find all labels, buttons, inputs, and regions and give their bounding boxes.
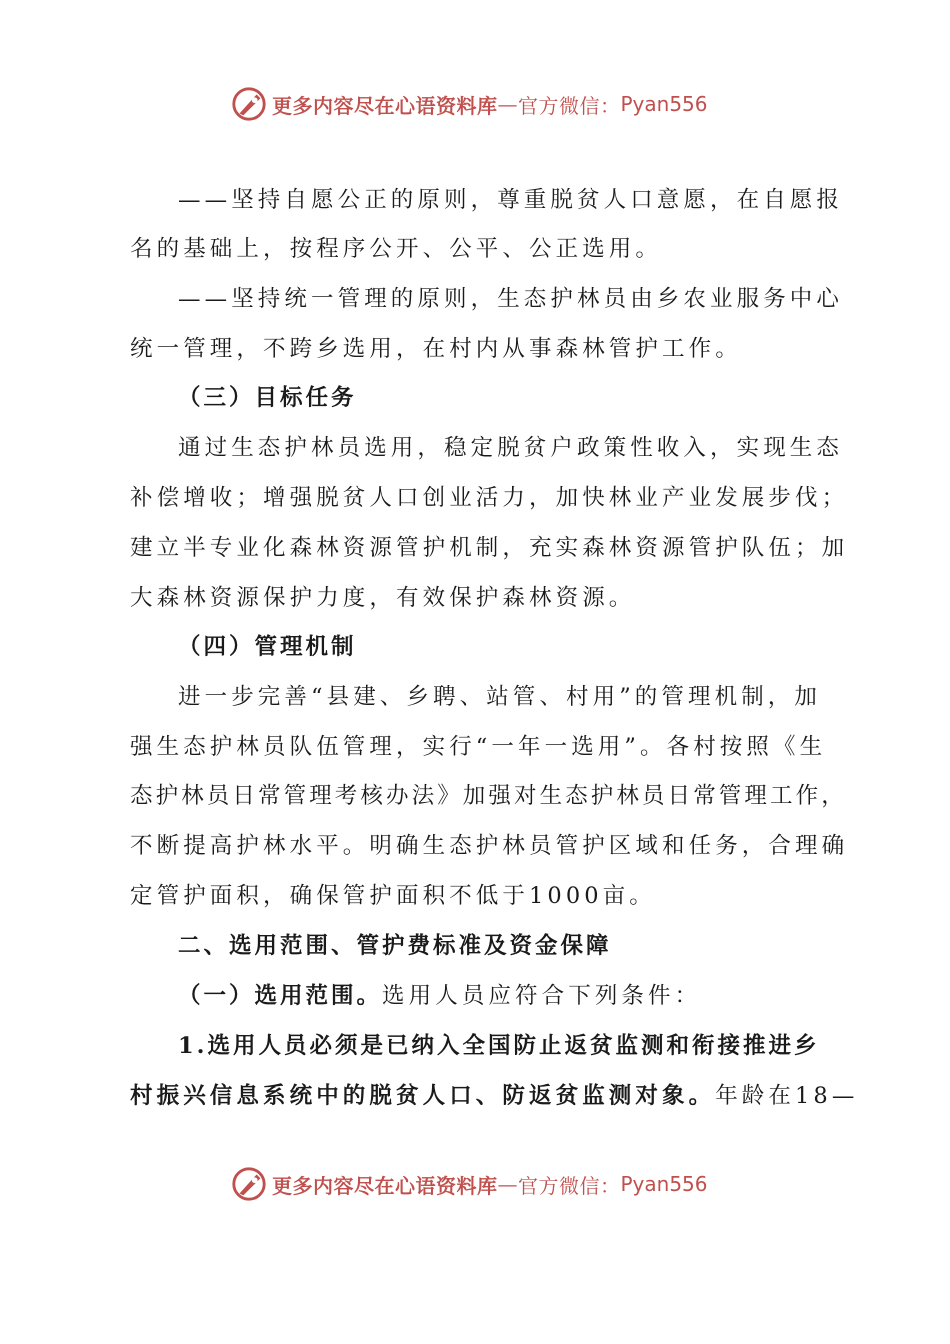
scope-subsection [178, 981, 701, 1011]
watermark-dash: — [497, 92, 518, 116]
watermark-wechat: Pyan556 [620, 1172, 708, 1196]
watermark-site-text: 更多内容尽在心语资料库 [272, 93, 498, 118]
management-paragraph-line-2: 强生态护林员队伍管理，实行“一年一选用”。各村按照《生 [130, 734, 827, 760]
watermark-banner-bottom [230, 1164, 708, 1204]
section-heading-management: （四）管理机制 [178, 634, 357, 660]
management-paragraph-line-1: 进一步完善“县建、乡聘、站管、村用”的管理机制，加 [178, 684, 822, 710]
management-paragraph-line-5: 定管护面积，确保管护面积不低于1000亩。 [130, 883, 656, 909]
principle-unified-line-1: ——坚持统一管理的原则，生态护林员由乡农业服务中心 [178, 286, 844, 312]
scope-intro-text: 选用人员应符合下列条件： [382, 983, 702, 1009]
watermark-banner-top [230, 84, 708, 124]
goals-paragraph-line-2: 补偿增收；增强脱贫人口创业活力，加快林业产业发展步伐； [130, 485, 849, 511]
watermark-label: 官方微信： [518, 93, 621, 118]
scope-subheading: （一）选用范围。 [178, 983, 383, 1009]
chapter-heading-scope: 二、选用范围、管护费标准及资金保障 [178, 933, 612, 959]
watermark-label: 官方微信： [518, 1173, 621, 1198]
watermark-wechat: Pyan556 [620, 92, 708, 116]
condition-item-1-age-text: 年龄在18— [715, 1083, 859, 1109]
management-paragraph-line-3: 态护林员日常管理考核办法》加强对生态护林员日常管理工作， [130, 783, 847, 809]
condition-item-1-line-1: 1.选用人员必须是已纳入全国防止返贫监测和衔接推进乡 [178, 1033, 820, 1059]
principle-unified-line-2: 统一管理，不跨乡选用，在村内从事森林管护工作。 [130, 336, 742, 362]
watermark-dash: — [497, 1172, 518, 1196]
pen-logo-icon [230, 85, 268, 123]
condition-item-1-line-2 [130, 1081, 858, 1111]
section-heading-goals: （三）目标任务 [178, 385, 357, 411]
goals-paragraph-line-1: 通过生态护林员选用，稳定脱贫户政策性收入，实现生态 [178, 435, 844, 461]
watermark-site-text: 更多内容尽在心语资料库 [272, 1173, 498, 1198]
pen-logo-icon [230, 1165, 268, 1203]
management-paragraph-line-4: 不断提高护林水平。明确生态护林员管护区域和任务，合理确 [130, 833, 849, 859]
principle-voluntary-line-1: ——坚持自愿公正的原则，尊重脱贫人口意愿，在自愿报 [178, 187, 844, 213]
goals-paragraph-line-3: 建立半专业化森林资源管护机制，充实森林资源管护队伍；加 [130, 535, 849, 561]
condition-item-1-bold-text: 村振兴信息系统中的脱贫人口、防返贫监测对象。 [130, 1083, 716, 1109]
principle-voluntary-line-2: 名的基础上，按程序公开、公平、公正选用。 [130, 236, 663, 262]
goals-paragraph-line-4: 大森林资源保护力度，有效保护森林资源。 [130, 585, 636, 611]
